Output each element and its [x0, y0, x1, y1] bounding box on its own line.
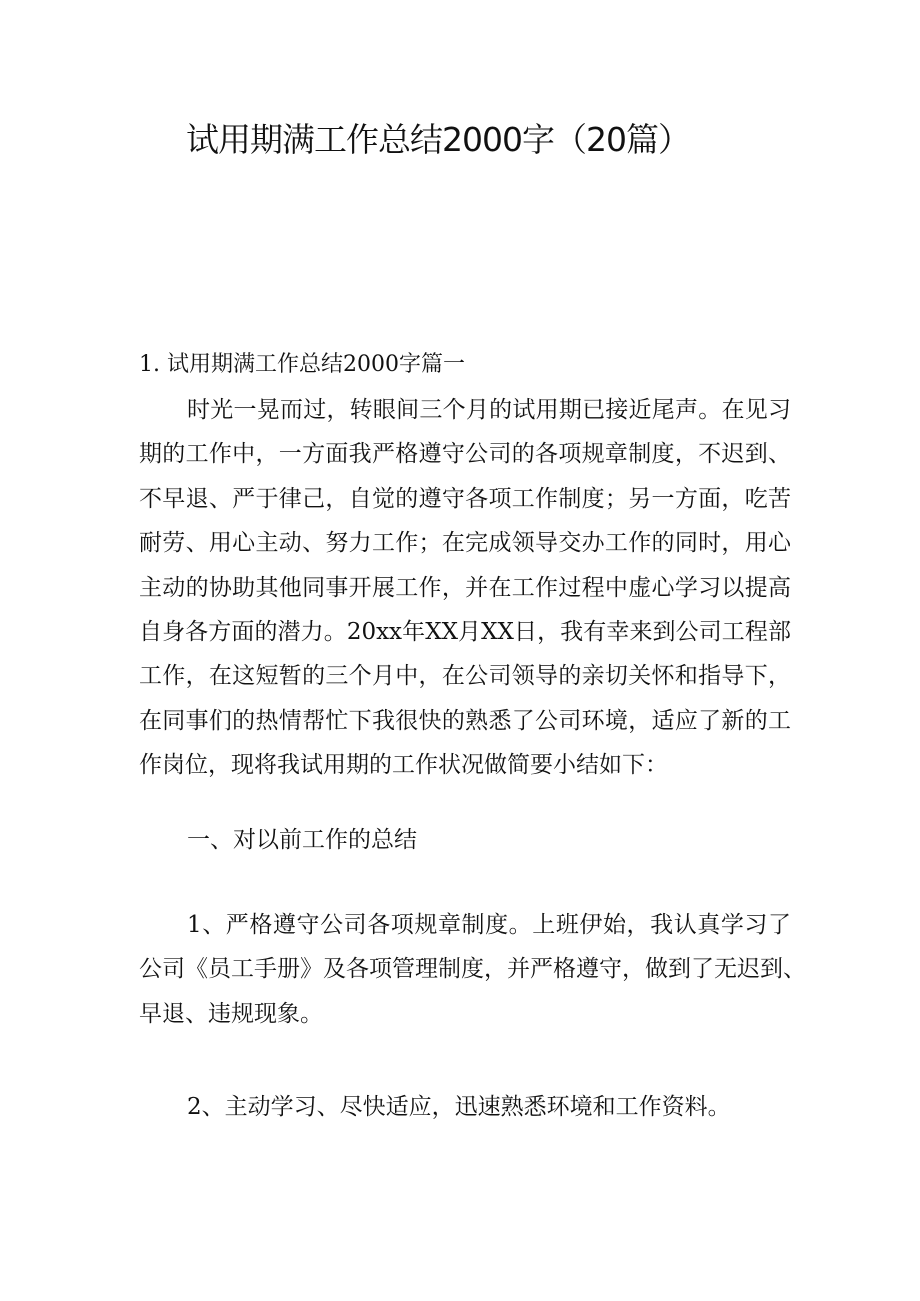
paragraph-line: 耐劳、用心主动、努力工作；在完成领导交办工作的同时，用心 [139, 530, 791, 557]
paragraph-line: 早退、违规现象。 [139, 1000, 323, 1027]
item-2-paragraph [139, 1085, 791, 1129]
document-title: 试用期满工作总结2000字（20篇） [186, 120, 690, 159]
paragraph-line: 公司《员工手册》及各项管理制度，并严格遵守，做到了无迟到、 [139, 956, 806, 983]
paragraph-line: 1、严格遵守公司各项规章制度。上班伊始，我认真学习了 [187, 912, 791, 938]
subheading-paragraph [139, 818, 791, 862]
section-heading: 1. 试用期满工作总结2000字篇一 [139, 352, 465, 377]
paragraph-line: 主动的协助其他同事开展工作，并在工作过程中虚心学习以提高 [139, 574, 791, 601]
paragraph-line: 自身各方面的潜力。20xx年XX月XX日，我有幸来到公司工程部 [139, 619, 791, 646]
paragraph-line: 期的工作中，一方面我严格遵守公司的各项规章制度，不迟到、 [139, 441, 791, 468]
paragraph-line: 一、对以前工作的总结 [187, 827, 417, 853]
paragraph-line: 不早退、严于律己，自觉的遵守各项工作制度；另一方面，吃苦 [139, 485, 791, 512]
paragraph-line: 在同事们的热情帮忙下我很快的熟悉了公司环境，适应了新的工 [139, 707, 791, 734]
paragraph-line: 工作，在这短暂的三个月中，在公司领导的亲切关怀和指导下， [139, 663, 791, 690]
paragraph-line: 作岗位，现将我试用期的工作状况做简要小结如下： [139, 752, 668, 779]
paragraph-line: 2、主动学习、尽快适应，迅速熟悉环境和工作资料。 [187, 1094, 731, 1120]
paragraph-line: 时光一晃而过，转眼间三个月的试用期已接近尾声。在见习 [187, 397, 791, 423]
item-1-paragraph [139, 903, 806, 1036]
intro-paragraph [139, 388, 791, 788]
